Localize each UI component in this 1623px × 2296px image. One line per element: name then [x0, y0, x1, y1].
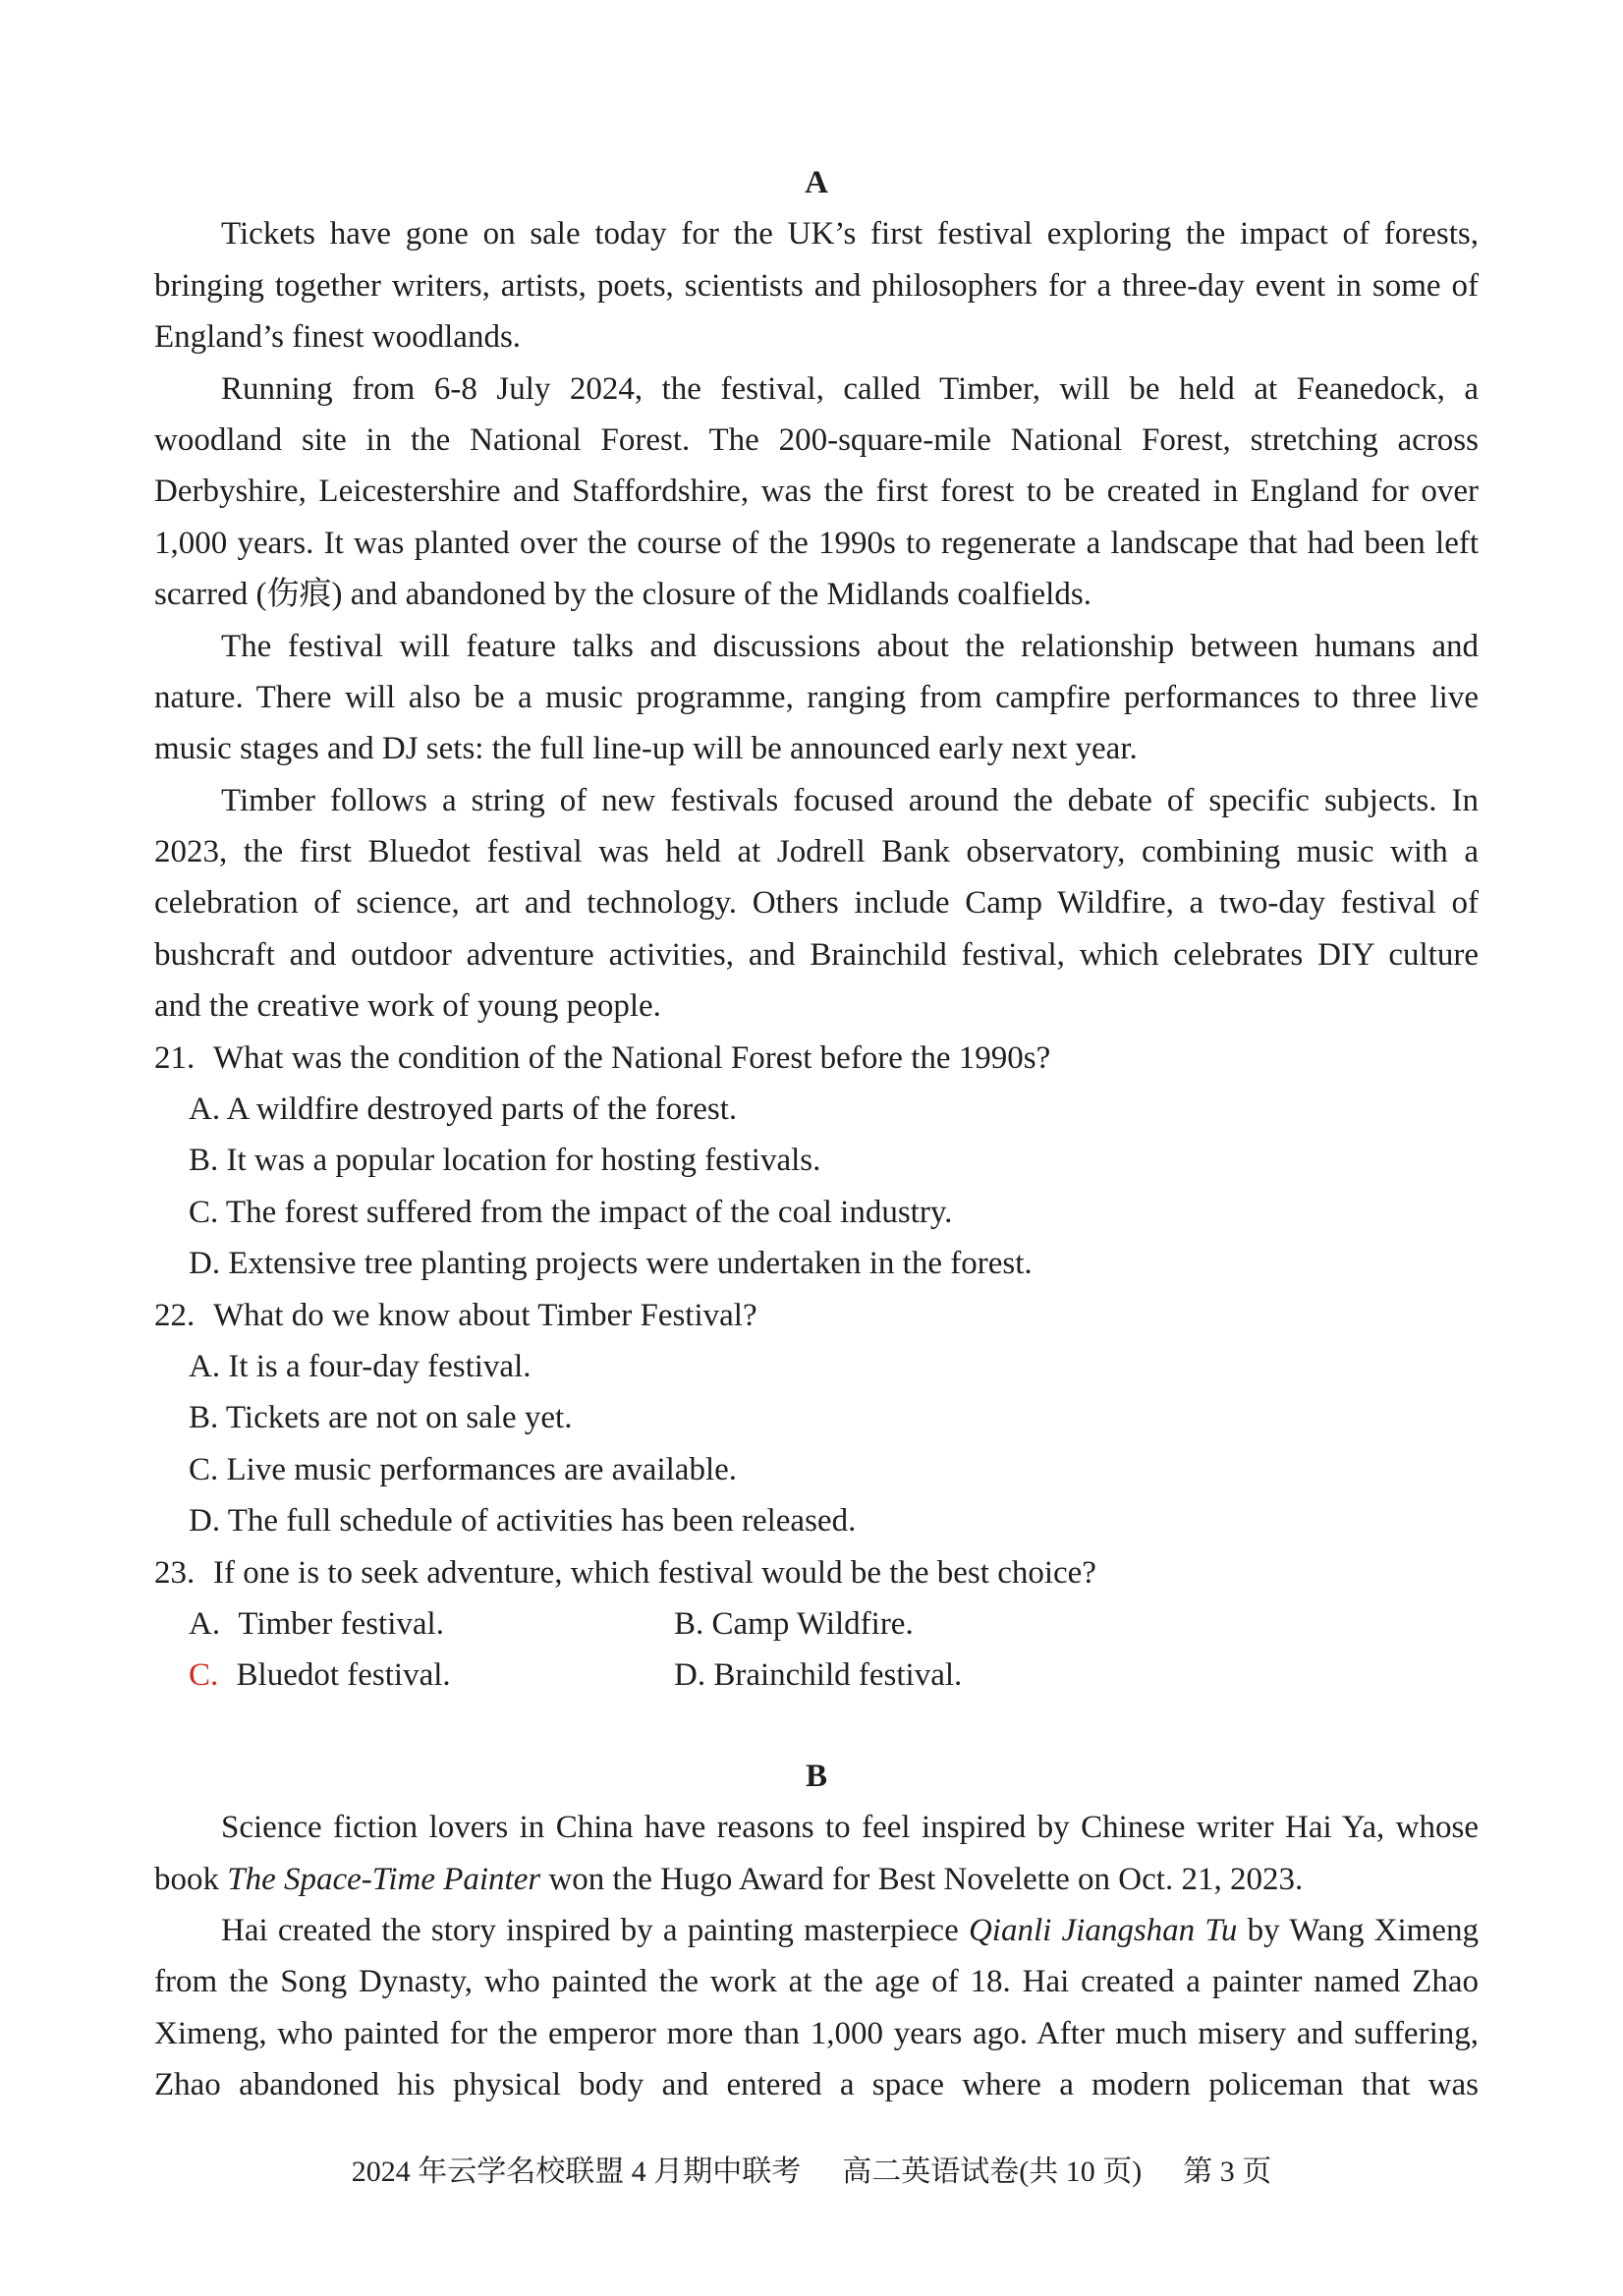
- option-text: It is a four-day festival.: [228, 1348, 532, 1384]
- option-text: Live music performances are available.: [226, 1451, 738, 1487]
- section-heading: A: [805, 165, 828, 200]
- question-stem: [154, 1033, 1479, 1084]
- option-label: B.: [674, 1605, 704, 1642]
- text-line: Science fiction lovers in China have reasons to feel inspired by Chinese writer Hai Ya, whose: [221, 1810, 1479, 1846]
- text-line: nature. There will also be a music programme, ranging from campfire performances to three live: [154, 679, 1479, 715]
- option-text: A wildfire destroyed parts of the forest.: [226, 1092, 738, 1128]
- option-text: The forest suffered from the impact of the coal industry.: [225, 1194, 953, 1230]
- question-22: [154, 1290, 1479, 1547]
- option-b: [674, 1598, 1159, 1650]
- text-line: [154, 1854, 1479, 1905]
- text-line: and the creative work of young people.: [154, 988, 661, 1025]
- option-text: It was a popular location for hosting festivals.: [226, 1143, 821, 1179]
- text-line: bushcraft and outdoor adventure activities, and Brainchild festival, which celebrates DIY culture: [154, 936, 1479, 973]
- text-line: woodland site in the National Forest. The 200-square-mile National Forest, stretching across: [154, 421, 1479, 458]
- text-line: scarred (伤痕) and abandoned by the closure of the Midlands coalfields.: [154, 577, 1091, 613]
- text-line: 2023, the first Bluedot festival was held at Jodrell Bank observatory, combining music with a: [154, 834, 1479, 870]
- option-row: [154, 1598, 1479, 1650]
- option-d: [674, 1650, 1159, 1701]
- option-c: [154, 1444, 1479, 1495]
- option-row: [154, 1650, 1479, 1701]
- option-text: Tickets are not on sale yet.: [225, 1400, 573, 1436]
- exam-name: 2024 年云学名校联盟 4 月期中联考: [351, 2156, 802, 2188]
- question-number: 21.: [154, 1039, 196, 1076]
- section-heading: B: [805, 1758, 827, 1794]
- passage-a: [154, 157, 1479, 1033]
- text-line: 1,000 years. It was planted over the course of the 1990s to regenerate a landscape that had been left: [154, 525, 1479, 561]
- option-c: [154, 1187, 1479, 1238]
- paragraph: [154, 364, 1479, 621]
- option-label: C.: [189, 1451, 219, 1487]
- option-b: [154, 1392, 1479, 1443]
- option-text: Camp Wildfire.: [711, 1605, 914, 1642]
- option-d: [154, 1238, 1479, 1289]
- text-line: from the Song Dynasty, who painted the work at the age of 18. Hai created a painter named Zhao: [154, 1964, 1479, 2000]
- text-segment: book: [154, 1861, 228, 1897]
- option-label: D.: [189, 1246, 221, 1282]
- text-line: Zhao abandoned his physical body and entered a space where a modern policeman that was: [154, 2067, 1479, 2103]
- page-content: [154, 157, 1479, 2110]
- paragraph: [154, 1905, 1479, 2111]
- option-label: A.: [189, 1348, 221, 1384]
- text-line: England’s finest woodlands.: [154, 319, 522, 356]
- paragraph: [154, 621, 1479, 775]
- option-label: A.: [189, 1092, 221, 1128]
- page-number: 第 3 页: [1183, 2156, 1272, 2188]
- text-line: celebration of science, art and technology. Others include Camp Wildfire, a two-day festival of: [154, 885, 1479, 922]
- option-label: B.: [189, 1400, 219, 1436]
- option-text: Brainchild festival.: [713, 1657, 963, 1694]
- text-segment: Hai created the story inspired by a painting masterpiece: [221, 1912, 969, 1948]
- option-text: Extensive tree planting projects were undertaken in the forest.: [228, 1246, 1033, 1282]
- option-b: [154, 1135, 1479, 1186]
- option-a: [154, 1084, 1479, 1135]
- question-text: If one is to seek adventure, which festival would be the best choice?: [213, 1554, 1096, 1591]
- painting-title: Qianli Jiangshan Tu: [968, 1912, 1238, 1948]
- option-label: B.: [189, 1143, 219, 1179]
- question-text: What was the condition of the National Forest before the 1990s?: [213, 1039, 1051, 1076]
- option-text: The full schedule of activities has been released.: [227, 1503, 857, 1540]
- option-c: [189, 1650, 674, 1701]
- option-label: A.: [189, 1605, 221, 1642]
- paragraph: [154, 1802, 1479, 1905]
- text-line: Ximeng, who painted for the emperor more than 1,000 years ago. After much misery and suffering,: [154, 2015, 1479, 2051]
- question-21: [154, 1033, 1479, 1290]
- paper-info: 高二英语试卷(共 10 页): [842, 2156, 1143, 2188]
- option-text: Timber festival.: [238, 1605, 444, 1642]
- question-stem: [154, 1547, 1479, 1598]
- text-line: Derbyshire, Leicestershire and Staffordshire, was the first forest to be created in England for over: [154, 474, 1479, 510]
- option-label: C.: [189, 1194, 219, 1230]
- option-label: D.: [674, 1657, 706, 1694]
- book-title: The Space-Time Painter: [227, 1861, 541, 1897]
- text-line: bringing together writers, artists, poets, scientists and philosophers for a three-day event in some of: [154, 267, 1479, 304]
- paragraph: [154, 775, 1479, 1033]
- option-d: [154, 1495, 1479, 1546]
- text-line: Timber follows a string of new festivals focused around the debate of specific subjects. In: [221, 782, 1479, 818]
- option-label: D.: [189, 1503, 221, 1540]
- text-line: music stages and DJ sets: the full line-up will be announced early next year.: [154, 731, 1138, 767]
- question-text: What do we know about Timber Festival?: [213, 1297, 757, 1333]
- text-line: [154, 1905, 1479, 1956]
- question-stem: [154, 1290, 1479, 1341]
- questions: [154, 1033, 1479, 1702]
- question-23: [154, 1547, 1479, 1702]
- page-footer: [0, 2152, 1623, 2193]
- text-segment: by Wang Ximeng: [1237, 1912, 1479, 1948]
- option-a: [154, 1341, 1479, 1392]
- option-a: [189, 1598, 674, 1650]
- question-number: 23.: [154, 1554, 196, 1591]
- marked-option-label: C.: [189, 1657, 219, 1694]
- option-text: Bluedot festival.: [236, 1657, 451, 1694]
- text-line: Running from 6-8 July 2024, the festival, called Timber, will be held at Feanedock, a: [221, 370, 1479, 407]
- text-line: The festival will feature talks and discussions about the relationship between humans and: [221, 628, 1479, 664]
- question-number: 22.: [154, 1297, 196, 1333]
- paragraph: [154, 208, 1479, 363]
- text-line: Tickets have gone on sale today for the UK’s first festival exploring the impact of forests,: [221, 216, 1479, 252]
- text-segment: won the Hugo Award for Best Novelette on Oct. 21, 2023.: [540, 1861, 1304, 1897]
- passage-b: [154, 1751, 1479, 2111]
